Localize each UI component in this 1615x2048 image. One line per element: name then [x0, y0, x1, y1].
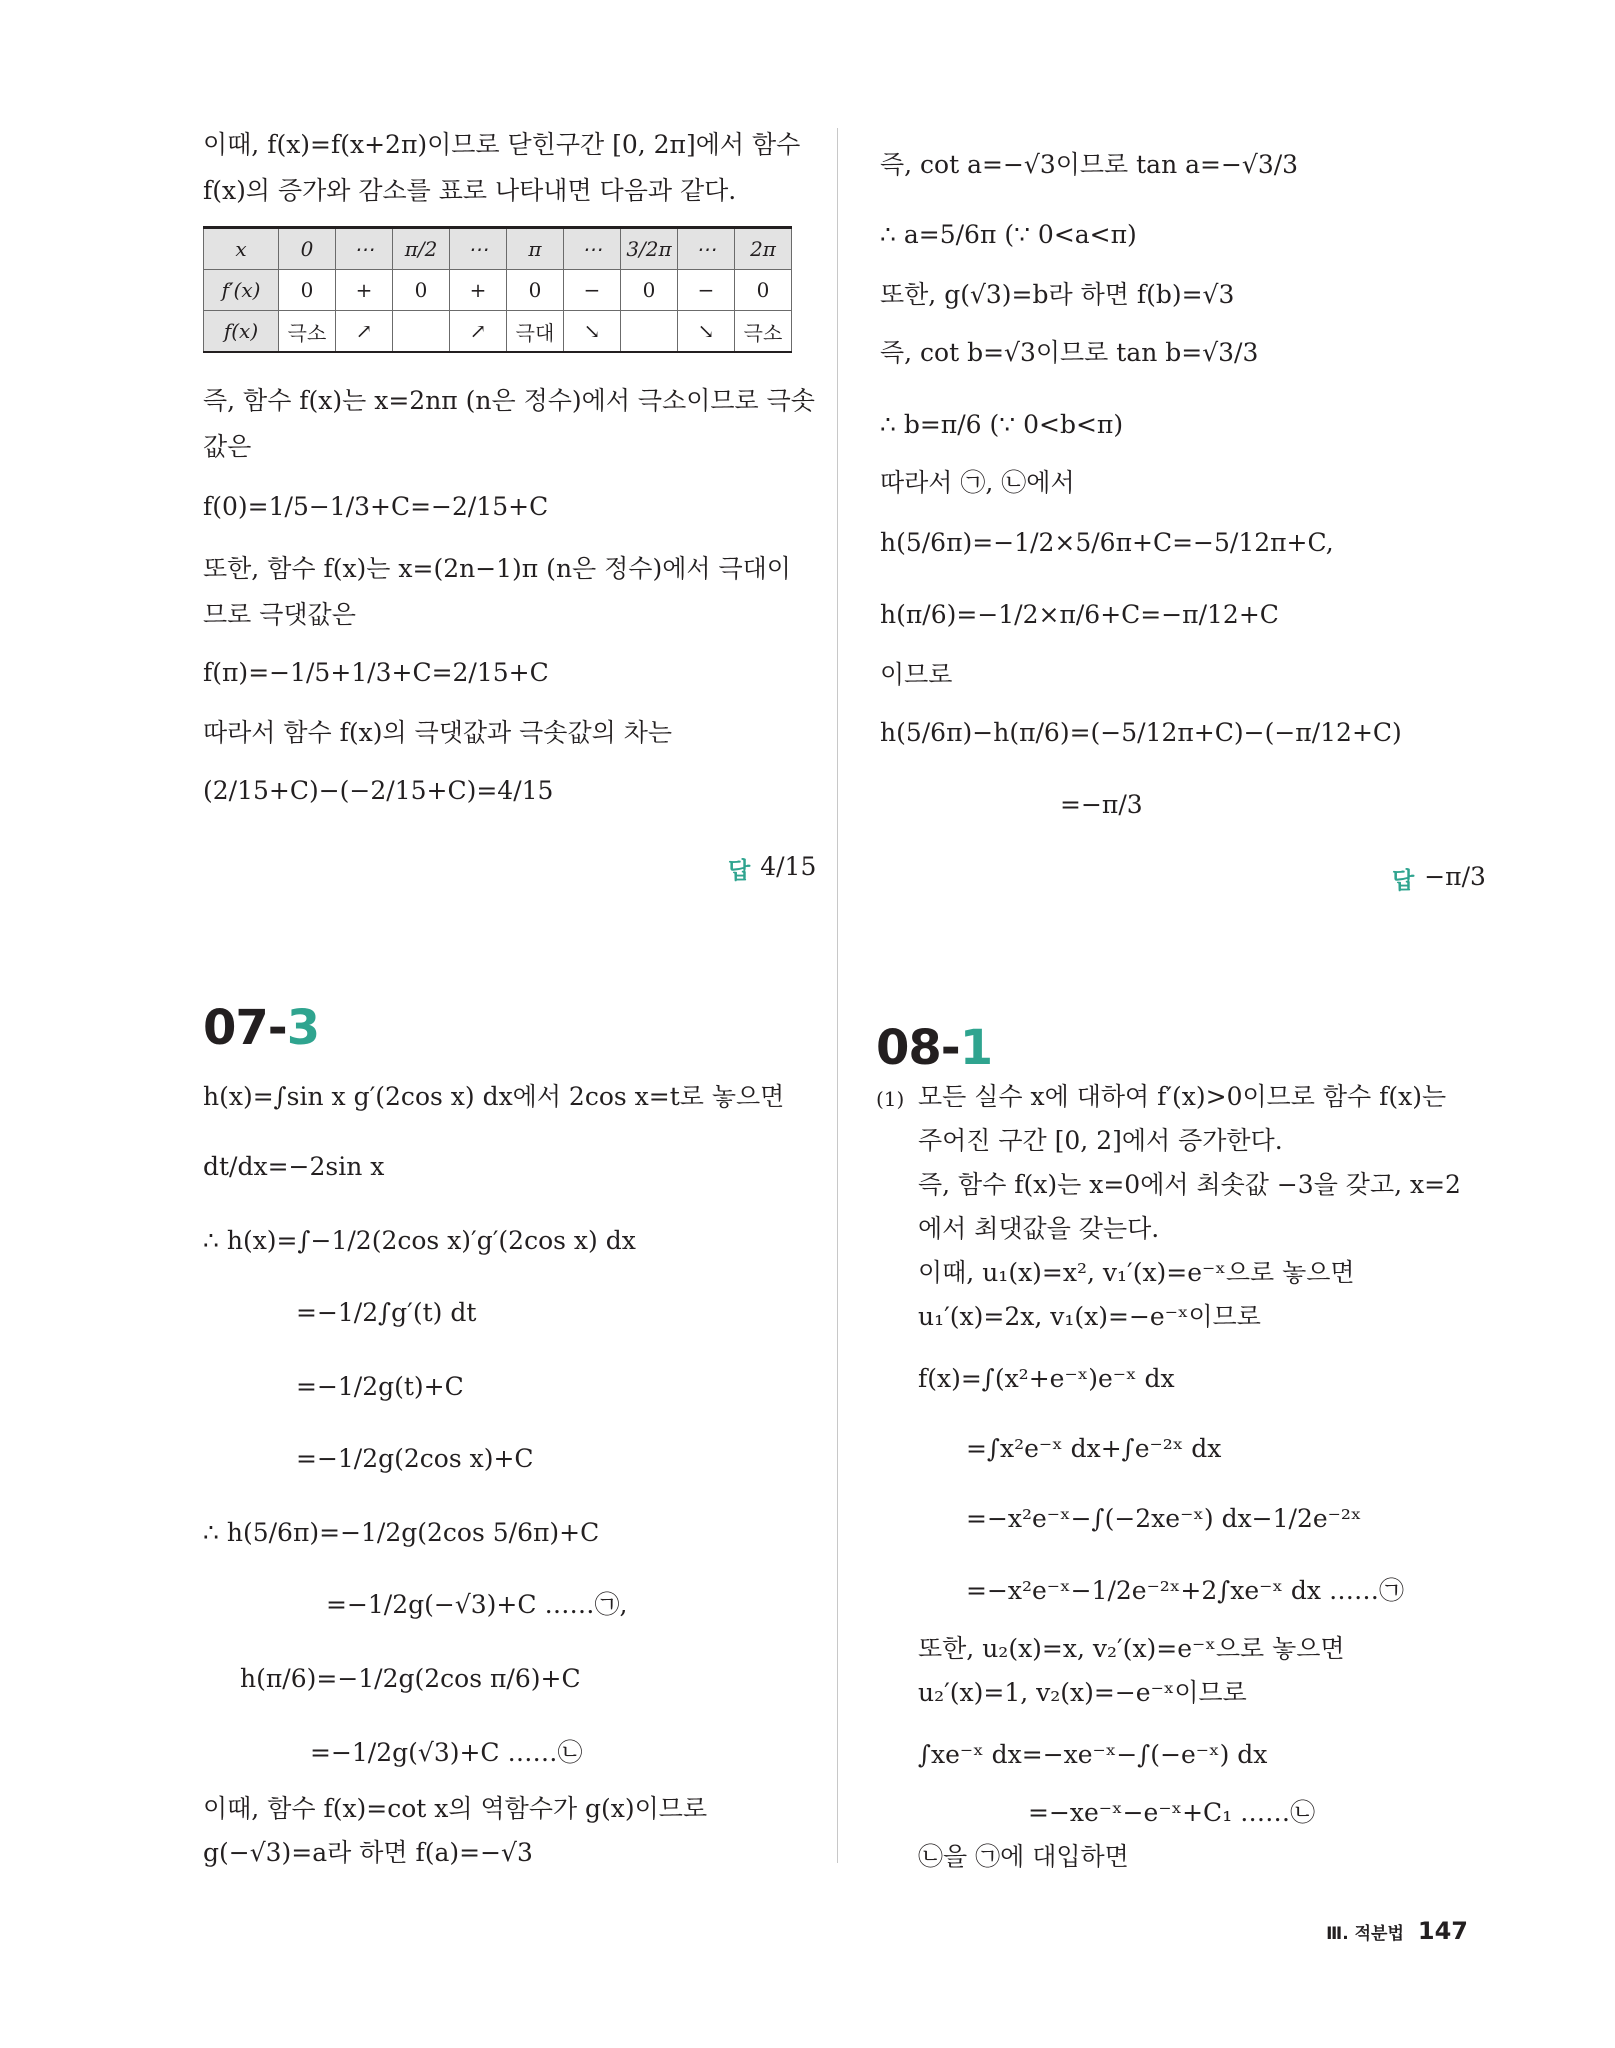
table-cell: x [204, 228, 279, 270]
table-row [204, 270, 792, 311]
answer [728, 852, 816, 885]
table-cell: ↘ [678, 311, 735, 353]
answer [1392, 862, 1486, 895]
equation: =−xe⁻ˣ−e⁻ˣ+C₁ ……㉡ [1028, 1798, 1316, 1827]
equation: =−x²e⁻ˣ−∫(−2xe⁻ˣ) dx−1/2e⁻²ˣ [966, 1504, 1362, 1533]
table-cell: ⋯ [336, 228, 393, 270]
equation: f(x)=∫(x²+e⁻ˣ)e⁻ˣ dx [918, 1364, 1175, 1393]
answer-label: 답 [1392, 868, 1415, 894]
table-cell: ⋯ [678, 228, 735, 270]
equation: =−1/2g(2cos x)+C [296, 1444, 534, 1473]
text-line: 주어진 구간 [0, 2]에서 증가한다. [918, 1126, 1283, 1155]
table-cell: ↘ [564, 311, 621, 353]
answer-value: 4/15 [760, 852, 817, 881]
equation: ∴ h(5/6π)=−1/2g(2cos 5/6π)+C [203, 1518, 600, 1547]
equation: ∴ b=π/6 (∵ 0<b<π) [880, 410, 1124, 439]
table-cell: 0 [507, 270, 564, 311]
page-footer [1326, 1917, 1468, 1945]
table-cell: + [450, 270, 507, 311]
table-cell: f(x) [204, 311, 279, 353]
text-line: ㉡을 ㉠에 대입하면 [918, 1842, 1129, 1871]
equation: =−x²e⁻ˣ−1/2e⁻²ˣ+2∫xe⁻ˣ dx ……㉠ [966, 1576, 1404, 1605]
table-cell [621, 311, 678, 353]
text-line: 이때, u₁(x)=x², v₁′(x)=e⁻ˣ으로 놓으면 [918, 1258, 1355, 1287]
text-line: 에서 최댓값을 갖는다. [918, 1214, 1160, 1243]
equation: =−π/3 [1060, 790, 1143, 819]
answer-value: −π/3 [1424, 862, 1486, 891]
text-line: 또한, g(√3)=b라 하면 f(b)=√3 [880, 280, 1235, 309]
table-cell: 0 [279, 270, 336, 311]
equation: h(5/6π)−h(π/6)=(−5/12π+C)−(−π/12+C) [880, 718, 1402, 747]
text-line: 므로 극댓값은 [203, 600, 356, 629]
equation: =−1/2g(√3)+C ……㉡ [310, 1738, 583, 1767]
equation: f(π)=−1/5+1/3+C=2/15+C [203, 658, 549, 687]
text-line: 즉, cot a=−√3이므로 tan a=−√3/3 [880, 150, 1299, 179]
equation: h(5/6π)=−1/2×5/6π+C=−5/12π+C, [880, 528, 1334, 557]
table-cell: + [336, 270, 393, 311]
table-row [204, 228, 792, 270]
table-cell: 0 [621, 270, 678, 311]
text-line: 또한, 함수 f(x)는 x=(2n−1)π (n은 정수)에서 극대이 [203, 554, 791, 583]
section-title-number: 3 [286, 1000, 320, 1056]
text-line: 즉, 함수 f(x)는 x=2nπ (n은 정수)에서 극소이므로 극솟 [203, 386, 815, 415]
equation: =∫x²e⁻ˣ dx+∫e⁻²ˣ dx [966, 1434, 1222, 1463]
table-cell: − [564, 270, 621, 311]
text-line: 이므로 [880, 660, 953, 689]
equation: h(x)=∫sin x g′(2cos x) dx에서 2cos x=t로 놓으면 [203, 1082, 785, 1111]
page-number: 147 [1417, 1917, 1468, 1945]
table-cell [393, 311, 450, 353]
part-label: Ⅲ. 적분법 [1326, 1924, 1404, 1944]
table-cell: 극대 [507, 311, 564, 353]
text-line: 즉, 함수 f(x)는 x=0에서 최솟값 −3을 갖고, x=2 [918, 1170, 1461, 1199]
text-line: u₁′(x)=2x, v₁(x)=−e⁻ˣ이므로 [918, 1302, 1261, 1331]
text-line: 값은 [203, 432, 252, 461]
equation: h(π/6)=−1/2×π/6+C=−π/12+C [880, 600, 1279, 629]
equation: ∫xe⁻ˣ dx=−xe⁻ˣ−∫(−e⁻ˣ) dx [918, 1740, 1268, 1769]
text-line: 따라서 함수 f(x)의 극댓값과 극솟값의 차는 [203, 718, 672, 747]
table-cell: ⋯ [564, 228, 621, 270]
equation: =−1/2g(−√3)+C ……㉠, [326, 1590, 628, 1619]
section-title-prefix: 08- [876, 1020, 960, 1076]
table-cell: − [678, 270, 735, 311]
text-line: 모든 실수 x에 대하여 f′(x)>0이므로 함수 f(x)는 [918, 1082, 1447, 1111]
table-cell: 극소 [279, 311, 336, 353]
table-cell: 2π [735, 228, 792, 270]
text-line: 이때, f(x)=f(x+2π)이므로 닫힌구간 [0, 2π]에서 함수 [203, 130, 801, 159]
text-line: 즉, cot b=√3이므로 tan b=√3/3 [880, 338, 1259, 367]
equation: ∴ a=5/6π (∵ 0<a<π) [880, 220, 1137, 249]
table-cell: 3/2π [621, 228, 678, 270]
table-cell: π [507, 228, 564, 270]
equation: =−1/2g(t)+C [296, 1372, 464, 1401]
equation: ∴ h(x)=∫−1/2(2cos x)′g′(2cos x) dx [203, 1226, 636, 1255]
equation: =−1/2∫g′(t) dt [296, 1298, 477, 1327]
text-line: 또한, u₂(x)=x, v₂′(x)=e⁻ˣ으로 놓으면 [918, 1634, 1345, 1663]
equation: (2/15+C)−(−2/15+C)=4/15 [203, 776, 554, 805]
text-line: f(x)의 증가와 감소를 표로 나타내면 다음과 같다. [203, 176, 737, 205]
answer-label: 답 [728, 858, 751, 884]
section-title [876, 1020, 992, 1076]
table-cell: 0 [279, 228, 336, 270]
section-title-number: 1 [959, 1020, 993, 1076]
table-cell: ↗ [450, 311, 507, 353]
equation: dt/dx=−2sin x [203, 1152, 385, 1181]
table-cell: 0 [393, 270, 450, 311]
table-cell: f′(x) [204, 270, 279, 311]
column-divider [837, 128, 838, 1863]
increase-decrease-table [203, 226, 792, 353]
text-line: 따라서 ㉠, ㉡에서 [880, 468, 1075, 497]
text-line: u₂′(x)=1, v₂(x)=−e⁻ˣ이므로 [918, 1678, 1247, 1707]
table-cell: π/2 [393, 228, 450, 270]
section-title [203, 1000, 319, 1056]
table-cell: ⋯ [450, 228, 507, 270]
equation: h(π/6)=−1/2g(2cos π/6)+C [240, 1664, 581, 1693]
table-cell: 극소 [735, 311, 792, 353]
text-line: 이때, 함수 f(x)=cot x의 역함수가 g(x)이므로 [203, 1794, 708, 1823]
text-line: g(−√3)=a라 하면 f(a)=−√3 [203, 1838, 533, 1867]
table-cell: ↗ [336, 311, 393, 353]
table-row [204, 311, 792, 353]
section-title-prefix: 07- [203, 1000, 287, 1056]
item-number: (1) [876, 1087, 905, 1111]
equation: f(0)=1/5−1/3+C=−2/15+C [203, 492, 549, 521]
table-cell: 0 [735, 270, 792, 311]
